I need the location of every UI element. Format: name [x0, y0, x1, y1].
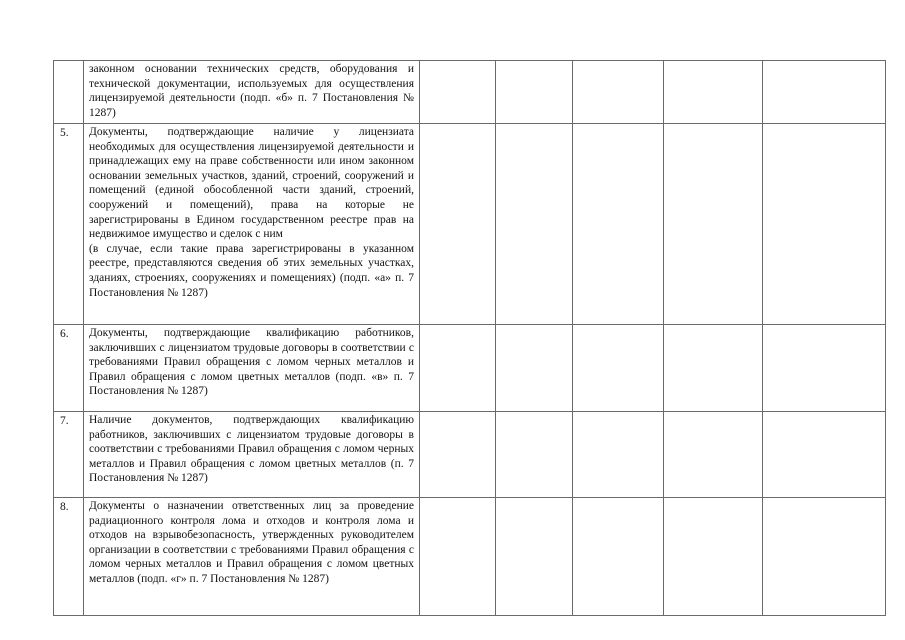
- empty-cell: [496, 61, 573, 124]
- requirement-text: законном основании технических средств, оборудования и технической документации, используемых для осуществления лицензируемой деятельности (подп. «б» п. 7 Постановления № 1287): [89, 63, 414, 119]
- requirements-table-body: [54, 61, 886, 616]
- empty-cell: [496, 325, 573, 412]
- row-number-cell: [54, 61, 84, 124]
- table-row: [54, 124, 886, 325]
- empty-cell: [496, 124, 573, 325]
- empty-cell: [420, 61, 496, 124]
- empty-cell: [664, 124, 763, 325]
- empty-cell: [496, 412, 573, 498]
- empty-cell: [664, 498, 763, 616]
- table-row: [54, 498, 886, 616]
- empty-cell: [573, 498, 664, 616]
- requirement-text: Документы о назначении ответственных лиц за проведение радиационного контроля лома и отходов и контроля лома и отходов на взрывобезопасность, утвержденных руководителем организации в соответствии с требованиями Правил обращения с ломом черных металлов и Правил обращения с ломом цветных металлов (подп. «г» п. 7 Постановления № 1287): [89, 500, 414, 585]
- table-row: [54, 61, 886, 124]
- requirement-text: Документы, подтверждающие квалификацию работников, заключивших с лицензиатом трудовые договоры в соответствии с требованиями Правил обращения с ломом черных металлов и Правил обращения с ломом цветных металлов (подп. «в» п. 7 Постановления № 1287): [89, 327, 414, 398]
- empty-cell: [420, 412, 496, 498]
- empty-cell: [573, 325, 664, 412]
- row-number-cell: 5.: [54, 124, 84, 325]
- empty-cell: [763, 124, 886, 325]
- requirement-text-cell: [84, 498, 420, 616]
- empty-cell: [763, 498, 886, 616]
- requirements-table: [53, 60, 886, 616]
- empty-cell: [496, 498, 573, 616]
- empty-cell: [763, 412, 886, 498]
- requirement-text-cell: [84, 412, 420, 498]
- empty-cell: [420, 498, 496, 616]
- requirement-text-cell: [84, 124, 420, 325]
- requirement-text: Документы, подтверждающие наличие у лицензиата необходимых для осуществления лицензируемой деятельности и принадлежащих ему на праве собственности или ином законном основании земельных участков, зданий, строений, сооружений и помещений (единой обособленной части зданий, строений, сооружений и помещений), права на которые не зарегистрированы в Едином государственном реестре прав на недвижимое имущество и сделок с ним: [89, 126, 414, 241]
- row-number-cell: 7.: [54, 412, 84, 498]
- empty-cell: [763, 325, 886, 412]
- empty-cell: [573, 412, 664, 498]
- empty-cell: [420, 325, 496, 412]
- empty-cell: [664, 61, 763, 124]
- requirement-text: Наличие документов, подтверждающих квалификацию работников, заключивших с лицензиатом трудовые договоры в соответствии с требованиями Правил обращения с ломом черных металлов и Правил обращения с ломом цветных металлов (п. 7 Постановления № 1287): [89, 414, 414, 485]
- empty-cell: [573, 61, 664, 124]
- requirement-text-cell: [84, 325, 420, 412]
- row-number-cell: 8.: [54, 498, 84, 616]
- table-row: [54, 412, 886, 498]
- empty-cell: [420, 124, 496, 325]
- requirement-note: (в случае, если такие права зарегистрированы в указанном реестре, представляются сведения об этих земельных участках, зданиях, строениях, сооружениях и помещениях) (подп. «а» п. 7 Постановления № 1287): [89, 242, 414, 299]
- empty-cell: [664, 325, 763, 412]
- empty-cell: [664, 412, 763, 498]
- requirement-text-cell: [84, 61, 420, 124]
- table-row: [54, 325, 886, 412]
- empty-cell: [763, 61, 886, 124]
- empty-cell: [573, 124, 664, 325]
- row-number-cell: 6.: [54, 325, 84, 412]
